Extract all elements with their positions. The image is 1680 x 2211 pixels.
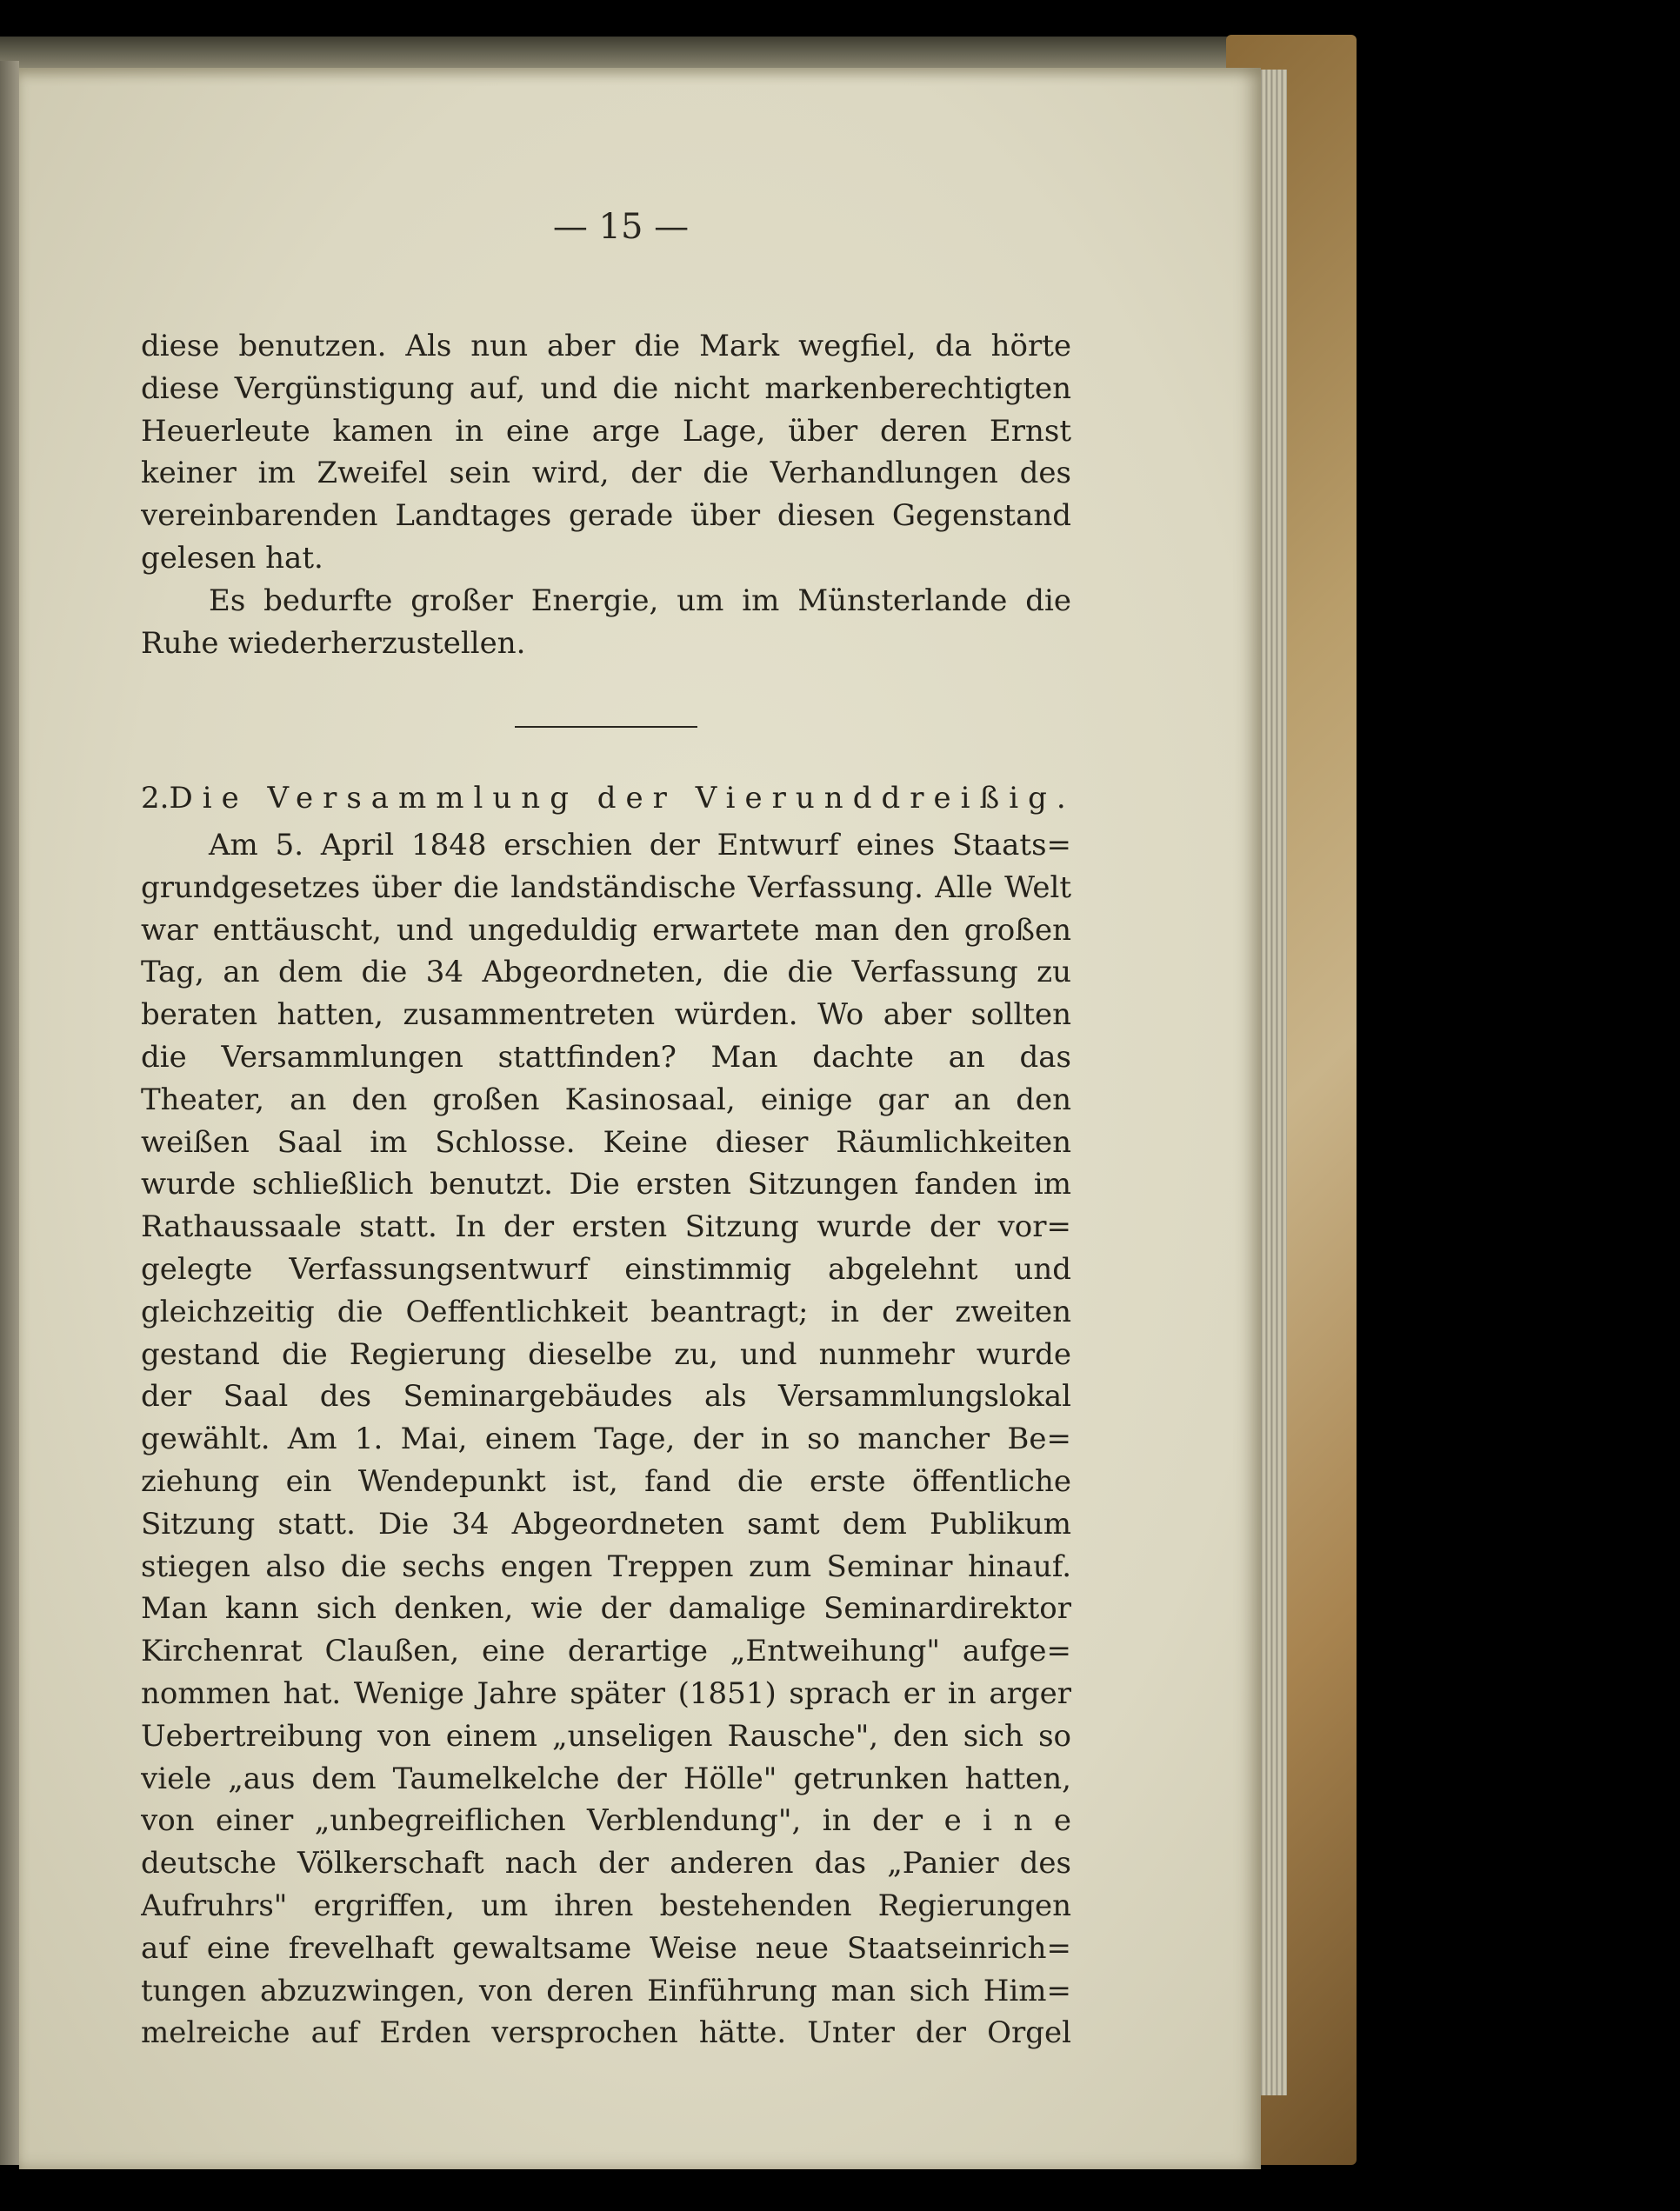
text-line: war enttäuscht, und ungeduldig erwartete man den großen bbox=[141, 912, 1071, 948]
text-line: grundgesetzes über die landständische Verfassung. Alle Welt bbox=[141, 869, 1071, 905]
book-cover-top-edge bbox=[0, 37, 1352, 70]
facing-page-edge bbox=[0, 61, 19, 2165]
text-line: Es bedurfte großer Energie, um im Münsterlande die bbox=[209, 583, 1071, 618]
text-line: Tag, an dem die 34 Abgeordneten, die die Verfassung zu bbox=[141, 955, 1071, 990]
text-line: diese Vergünstigung auf, und die nicht markenberechtigten bbox=[141, 370, 1071, 406]
text-line: Man kann sich denken, wie der damalige Seminardirektor bbox=[141, 1591, 1071, 1627]
text-line: tungen abzuzwingen, von deren Einführung man sich Him= bbox=[141, 1973, 1071, 2008]
text-line: gleichzeitig die Oeffentlichkeit beantragt; in der zweiten bbox=[141, 1294, 1071, 1329]
text-line: die Versammlungen stattfinden? Man dachte an das bbox=[141, 1039, 1071, 1075]
text-line: auf eine frevelhaft gewaltsame Weise neue Staatseinrich= bbox=[141, 1930, 1071, 1966]
section-number: 2. bbox=[141, 781, 170, 816]
text-line: beraten hatten, zusammentreten würden. Wo aber sollten bbox=[141, 997, 1071, 1033]
text-line: Am 5. April 1848 erschien der Entwurf eines Staats= bbox=[209, 828, 1071, 862]
text-line: viele „aus dem Taumelkelche der Hölle" getrunken hatten, bbox=[141, 1761, 1071, 1796]
text-line: gewählt. Am 1. Mai, einem Tage, der in so mancher Be= bbox=[141, 1422, 1071, 1457]
text-line: gelesen hat. bbox=[141, 540, 323, 576]
text-line: Heuerleute kamen in eine arge Lage, über deren Ernst bbox=[141, 413, 1071, 449]
text-line: deutsche Völkerschaft nach der anderen das „Panier des bbox=[141, 1846, 1071, 1881]
text-line: Rathaussaale statt. In der ersten Sitzung wurde der vor= bbox=[141, 1209, 1071, 1245]
text-line: der Saal des Seminargebäudes als Versammlungslokal bbox=[141, 1379, 1071, 1415]
text-line: Theater, an den großen Kasinosaal, einige gar an den bbox=[141, 1082, 1071, 1117]
text-line: Aufruhrs" ergriffen, um ihren bestehenden Regierungen bbox=[141, 1888, 1071, 1923]
body-text-bottom bbox=[141, 824, 1071, 2054]
section-heading bbox=[141, 777, 1076, 819]
body-text-top bbox=[141, 325, 1071, 664]
text-line: melreiche auf Erden versprochen hätte. Unter der Orgel bbox=[141, 2015, 1071, 2051]
text-line: Kirchenrat Claußen, eine derartige „Entweihung" aufge= bbox=[141, 1634, 1071, 1669]
text-line: diese benutzen. Als nun aber die Mark wegfiel, da hörte bbox=[141, 329, 1071, 363]
section-divider bbox=[515, 726, 697, 728]
text-line: nommen hat. Wenige Jahre später (1851) sprach er in arger bbox=[141, 1675, 1071, 1711]
text-line: weißen Saal im Schlosse. Keine dieser Räumlichkeiten bbox=[141, 1124, 1071, 1160]
text-line: Uebertreibung von einem „unseligen Rausche", den sich so bbox=[141, 1718, 1071, 1754]
book-page bbox=[19, 68, 1261, 2169]
text-line: ziehung ein Wendepunkt ist, fand die erste öffentliche bbox=[141, 1463, 1071, 1499]
page-number-header: — 15 — bbox=[552, 207, 690, 247]
section-title: Die Versammlung der Vierunddreißig. bbox=[169, 781, 1076, 816]
text-line: wurde schließlich benutzt. Die ersten Sitzungen fanden im bbox=[141, 1167, 1071, 1202]
text-line: gestand die Regierung dieselbe zu, und nunmehr wurde bbox=[141, 1336, 1071, 1372]
text-line: Ruhe wiederherzustellen. bbox=[141, 625, 526, 661]
text-line: stiegen also die sechs engen Treppen zum Seminar hinauf. bbox=[141, 1548, 1071, 1584]
text-line: keiner im Zweifel sein wird, der die Verhandlungen des bbox=[141, 456, 1071, 491]
text-line: gelegte Verfassungsentwurf einstimmig abgelehnt und bbox=[141, 1251, 1071, 1287]
text-line: Sitzung statt. Die 34 Abgeordneten samt dem Publikum bbox=[141, 1506, 1071, 1542]
text-line: vereinbarenden Landtages gerade über diesen Gegenstand bbox=[141, 498, 1071, 534]
text-line: von einer „unbegreiflichen Verblendung", in der e i n e bbox=[141, 1803, 1071, 1839]
